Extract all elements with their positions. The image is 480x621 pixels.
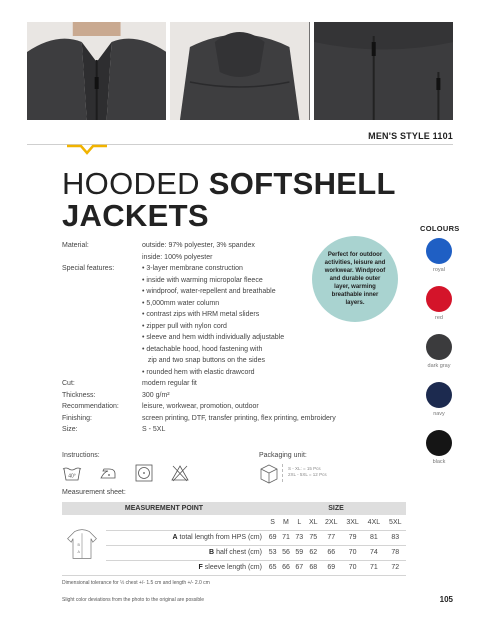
spec-label: Recommendation: xyxy=(62,403,119,410)
value-cell: 70 xyxy=(342,545,363,560)
wash-temp-text: 40° xyxy=(68,473,76,480)
value-cell: 66 xyxy=(279,560,292,575)
value-cell: 69 xyxy=(266,530,279,545)
spec-value: screen printing, DTF, transfer printing, flex printing, embroidery xyxy=(142,414,336,422)
swatch-label: royal xyxy=(433,267,445,273)
measurement-table xyxy=(62,502,406,576)
value-cell: 73 xyxy=(293,530,306,545)
swatch-label: red xyxy=(435,315,443,321)
swatch-dot xyxy=(426,286,452,312)
spec-label: Cut: xyxy=(62,380,75,387)
measurement-point: F sleeve length (cm) xyxy=(106,560,266,575)
swatch-label: navy xyxy=(433,411,445,417)
callout-text: Perfect for outdoor activities, leisure and workwear. Windproof and durable outer layer, warming breathable inner layers. xyxy=(324,252,386,306)
photo-back xyxy=(170,22,309,120)
size-cell: 4XL xyxy=(363,515,384,530)
jacket-outline-icon xyxy=(64,526,100,562)
spec-value: zip and two snap buttons on the sides xyxy=(142,357,265,364)
svg-text:A: A xyxy=(77,549,80,554)
instructions-label: Instructions: xyxy=(62,452,100,459)
value-cell: 71 xyxy=(363,560,384,575)
spec-row-size xyxy=(62,424,362,436)
jacket-figure xyxy=(62,515,106,575)
table-row xyxy=(62,545,406,560)
spec-value: • detachable hood, hood fastening with xyxy=(142,345,263,353)
value-cell: 72 xyxy=(385,560,406,575)
spec-value: • windproof, water-repellent and breathable xyxy=(142,288,276,295)
colours-heading: COLOURS xyxy=(420,224,460,233)
spec-row-finishing xyxy=(62,413,362,425)
value-cell: 81 xyxy=(363,530,384,545)
measurement-point: A total length from HPS (cm) xyxy=(106,530,266,545)
spec-value: • 5,000mm water column xyxy=(142,299,220,307)
product-photos xyxy=(27,22,453,120)
table-row xyxy=(62,530,406,545)
packaging-label: Packaging unit: xyxy=(259,452,307,459)
deviation-note: Slight color deviations from the photo to the original are possible xyxy=(62,597,205,603)
packaging-line-1: S - XL: = 15 Pcs xyxy=(288,466,321,471)
feature-callout xyxy=(312,236,398,322)
iron-low-icon xyxy=(98,463,118,483)
value-cell: 75 xyxy=(306,530,321,545)
swatch-dot xyxy=(426,430,452,456)
swatch-label: dark gray xyxy=(427,363,451,369)
care-icons xyxy=(62,463,190,483)
swatch-dark-gray[interactable] xyxy=(424,334,454,382)
spec-label: Material: xyxy=(62,242,89,249)
value-cell: 69 xyxy=(321,560,342,575)
size-cell: S xyxy=(266,515,279,530)
spec-value: 300 g/m² xyxy=(142,391,170,399)
spec-label: Size: xyxy=(62,426,78,433)
size-cell: 5XL xyxy=(385,515,406,530)
no-bleach-icon xyxy=(170,463,190,483)
measurement-point: B half chest (cm) xyxy=(106,545,266,560)
size-cell: XL xyxy=(306,515,321,530)
value-cell: 79 xyxy=(342,530,363,545)
value-cell: 67 xyxy=(293,560,306,575)
size-cell: M xyxy=(279,515,292,530)
header-size: SIZE xyxy=(266,502,406,515)
swatch-red[interactable] xyxy=(424,286,454,334)
swatch-dot xyxy=(426,238,452,264)
spec-value: • 3-layer membrane construction xyxy=(142,265,243,272)
spec-row-cut xyxy=(62,378,362,390)
tolerance-note: Dimensional tolerance for ½ chest +/- 1.5 cm and length +/- 2.0 cm xyxy=(62,580,210,586)
spec-value: inside: 100% polyester xyxy=(142,253,213,261)
value-cell: 74 xyxy=(363,545,384,560)
svg-text:B: B xyxy=(77,542,80,547)
spec-value: outside: 97% polyester, 3% spandex xyxy=(142,242,255,249)
page-number: 105 xyxy=(439,595,453,604)
photo-pocket xyxy=(314,22,453,120)
title-bold-1: SOFTSHELL xyxy=(208,166,396,201)
swatch-dot xyxy=(426,382,452,408)
size-cell: L xyxy=(293,515,306,530)
value-cell: 65 xyxy=(266,560,279,575)
colour-swatches xyxy=(424,238,454,478)
spec-value: S - 5XL xyxy=(142,426,166,433)
packaging-line-2: 2XL - 5XL = 12 Pcs xyxy=(288,472,327,477)
size-row xyxy=(62,515,406,530)
value-cell: 56 xyxy=(279,545,292,560)
spec-value: • contrast zips with HRM metal sliders xyxy=(142,311,260,318)
packaging-text xyxy=(288,466,327,478)
value-cell: 83 xyxy=(385,530,406,545)
value-cell: 59 xyxy=(293,545,306,560)
tumble-dry-icon xyxy=(134,463,154,483)
table-row xyxy=(62,560,406,575)
chevron-accent-icon xyxy=(67,144,107,156)
spec-value: • inside with warming micropolar fleece xyxy=(142,276,263,284)
spec-value: leisure, workwear, promotion, outdoor xyxy=(142,403,259,410)
swatch-black[interactable] xyxy=(424,430,454,478)
photo-collar xyxy=(27,22,166,120)
value-cell: 66 xyxy=(321,545,342,560)
spec-label: Special features: xyxy=(62,265,115,272)
spec-row-recommendation xyxy=(62,401,362,413)
spec-value: • rounded hem with elastic drawcord xyxy=(142,368,255,376)
wash-40-icon xyxy=(62,463,82,483)
box-icon xyxy=(259,463,279,485)
swatch-dot xyxy=(426,334,452,360)
swatch-label: black xyxy=(432,459,446,465)
spec-value: • sleeve and hem width individually adjustable xyxy=(142,334,285,341)
page-title xyxy=(62,168,396,232)
title-thin: HOODED xyxy=(62,166,209,201)
header-measurement-point: MEASUREMENT POINT xyxy=(62,502,266,515)
value-cell: 77 xyxy=(321,530,342,545)
size-cell: 2XL xyxy=(321,515,342,530)
title-bold-2: JACKETS xyxy=(62,198,209,233)
spec-row-thickness xyxy=(62,390,362,402)
value-cell: 71 xyxy=(279,530,292,545)
swatch-royal[interactable] xyxy=(424,238,454,286)
swatch-navy[interactable] xyxy=(424,382,454,430)
table-header-row xyxy=(62,502,406,515)
value-cell: 78 xyxy=(385,545,406,560)
measurement-label: Measurement sheet: xyxy=(62,489,126,496)
value-cell: 53 xyxy=(266,545,279,560)
spec-label: Finishing: xyxy=(62,414,92,422)
value-cell: 62 xyxy=(306,545,321,560)
value-cell: 68 xyxy=(306,560,321,575)
size-cell: 3XL xyxy=(342,515,363,530)
spec-label: Thickness: xyxy=(62,391,96,399)
packaging-divider xyxy=(282,464,283,482)
spec-value: modern regular fit xyxy=(142,380,197,387)
style-code: MEN'S STYLE 1101 xyxy=(368,131,453,141)
spec-value: • zipper pull with nylon cord xyxy=(142,322,227,330)
value-cell: 70 xyxy=(342,560,363,575)
